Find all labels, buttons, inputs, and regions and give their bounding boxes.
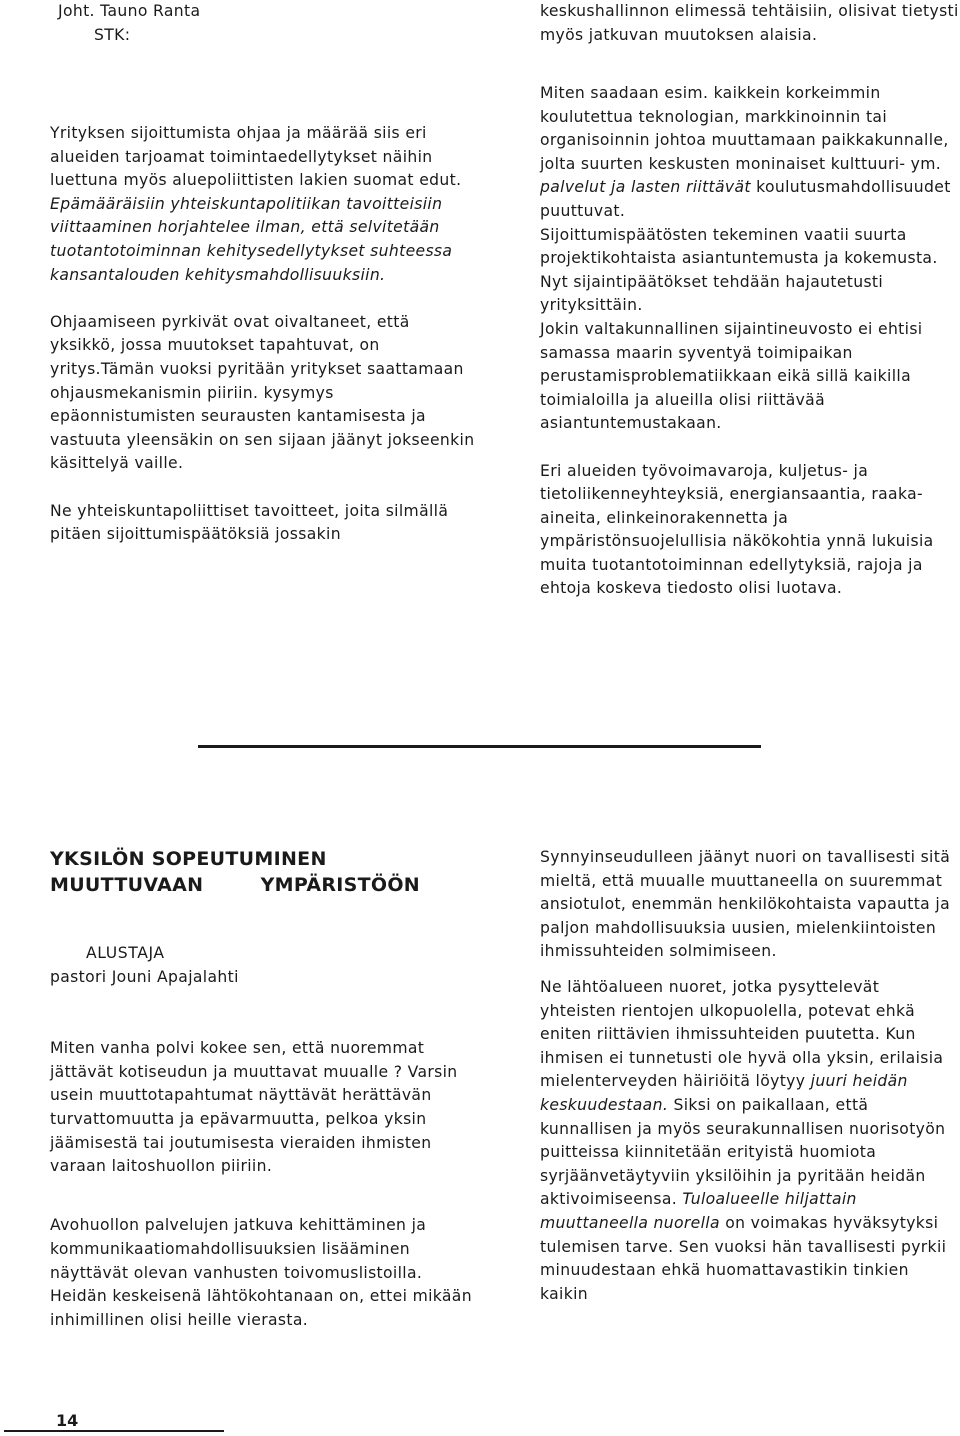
article-title-word: YMPÄRISTÖÖN bbox=[260, 874, 420, 896]
top-right-column bbox=[540, 82, 960, 601]
section-divider bbox=[198, 745, 761, 748]
text-run: Ne lähtöalueen nuoret, jotka pysyttelevät yhteisten rientojen ulkopuolella, potevat ehkä eniten riittävien ihmissuhteiden puutetta. Kun ihmisen ei tunnetusti ole hyvä olla yksin, erilaisia mielenterveyden häiriöitä löytyy bbox=[540, 977, 944, 1091]
paragraph: Jokin valtakunnallinen sijaintineuvosto ei ehtisi samassa maarin syventyä toimipaikan perustamisproblematiikkaan eikä sillä kaikilla toimialoilla ja alueilla olisi riittävää asiantuntemustakaan. bbox=[540, 319, 923, 433]
text-run: juuri heidän keskuudestaan. bbox=[540, 1072, 908, 1114]
text-run: Siksi on paikallaan, että kunnallisen ja myös seurakunnallisen nuorisotyön puitteissa kiinnitetään erityistä huomiota syrjäänvetäytyviin yksilöihin ja pyritään heidän aktivoimiseensa. bbox=[540, 1095, 946, 1209]
paragraph: Avohuollon palvelujen jatkuva kehittäminen ja kommunikaatiomahdollisuuksien lisääminen näyttävät olevan vanhusten toivomuslistoilla. Heidän keskeisenä lähtökohtanaan on, ettei mikään inhimillinen olisi heille vierasta. bbox=[50, 1216, 472, 1329]
text-run: palvelut ja lasten riittävät bbox=[540, 178, 751, 197]
paragraph bbox=[540, 224, 960, 318]
paragraph: Miten vanha polvi kokee sen, että nuoremmat jättävät kotiseudun ja muuttavat muualle ? Varsin usein muuttotapahtumat näyttävät herättävän turvattomuutta ja epävarmuutta, pelkoa yksin jäämisestä tai joutumisesta vieraiden ihmisten varaan laitoshuollon piiriin. bbox=[50, 1039, 458, 1176]
text-run: Miten saadaan esim. kaikkein korkeimmin koulutettua teknologian, markkinoinnin tai organisoinnin johtoa muuttamaan paikkakunnalle, jolta suurten keskusten moninaiset kulttuuri- ym. bbox=[540, 84, 949, 173]
article-title-line-1: YKSILÖN SOPEUTUMINEN bbox=[50, 848, 327, 870]
speaker-organization: STK: bbox=[94, 25, 131, 44]
text-run: Tuloalueelle hiljattain muuttaneella nuorella bbox=[540, 1190, 857, 1232]
presenter-name: pastori Jouni Apajalahti bbox=[50, 967, 239, 986]
text-run: Nyt sijaintipäätökset tehdään hajautetusti yrityksittäin. bbox=[540, 272, 884, 315]
paragraph: keskushallinnon elimessä tehtäisiin, olisivat tietysti myös jatkuvan muutoksen alaisia. bbox=[540, 2, 959, 44]
article-right-column bbox=[540, 846, 960, 1306]
text-run: on voimakas hyväksytyksi tulemisen tarve. Sen vuoksi hän tavallisesti pyrkii minuudestaan ehkä huomattavastikin tinkien kaikin bbox=[540, 1213, 947, 1303]
paragraph bbox=[50, 122, 480, 287]
top-left-column bbox=[50, 122, 480, 547]
text-run: Sijoittumispäätösten tekeminen vaatii suurta projektikohtaista asiantuntemusta ja kokemusta. bbox=[540, 225, 938, 268]
paragraph bbox=[540, 82, 960, 224]
speaker-header bbox=[58, 0, 478, 47]
text-run: Ohjaamiseen pyrkivät ovat oivaltaneet, että yksikkö, jossa muutokset tapahtuvat, on yritys. bbox=[50, 312, 410, 378]
footer-rule bbox=[4, 1430, 224, 1432]
top-right-column-start bbox=[540, 0, 960, 47]
paragraph: Synnyinseudulleen jäänyt nuori on tavallisesti sitä mieltä, että muualle muuttaneella on suuremmat ansiotulot, enemmän henkilökohtaista vapautta ja paljon mahdollisuuksia uusien, mielenkiintoisten ihmissuhteiden solmimiseen. bbox=[540, 848, 951, 961]
paragraph: Eri alueiden työvoimavaroja, kuljetus- ja tietoliikenneyhteyksiä, energiansaantia, raaka-aineita, elinkeinorakennetta ja ympäristönsuojelullisia näkökohtia ynnä lukuisia muita tuotantotoiminnan edellytyksiä, rajoja ja ehtoja koskeva tiedosto olisi luotava. bbox=[540, 461, 934, 598]
paragraph: Ne yhteiskuntapoliittiset tavoitteet, joita silmällä pitäen sijoittumispäätöksiä jossakin bbox=[50, 501, 449, 544]
text-run: koulutusmahdollisuudet puuttuvat. bbox=[540, 178, 951, 220]
page-number: 14 bbox=[56, 1411, 79, 1430]
article-title-word: MUUTTUVAAN bbox=[50, 874, 204, 896]
text-run: Tämän vuoksi pyritään yritykset saattamaan ohjausmekanismin piiriin. bbox=[50, 359, 464, 402]
text-run: Epämääräisiin yhteiskuntapolitiikan tavoitteisiin viittaaminen horjahtelee ilman, että selvitetään tuotantotoiminnan kehitysedellytykset suhteessa kansantalouden kehitysmahdollisuuksiin. bbox=[50, 194, 453, 284]
paragraph bbox=[540, 976, 960, 1306]
article-title-line-2 bbox=[50, 872, 420, 898]
speaker-name: Joht. Tauno Ranta bbox=[58, 2, 201, 20]
text-run: kysymys epäonnistumisten seurausten kantamisesta ja vastuuta yleensäkin on sen sijaan jäänyt jokseenkin käsittelyä vaille. bbox=[50, 383, 475, 473]
text-run: Yrityksen sijoittumista ohjaa ja määrää siis eri alueiden tarjoamat toimintaedellytykset näihin luettuna myös aluepoliittisten lakien suomat edut. bbox=[50, 124, 462, 190]
page-footer bbox=[0, 1412, 230, 1436]
paragraph bbox=[50, 311, 480, 476]
article-left-column bbox=[50, 846, 480, 1332]
presenter-role: ALUSTAJA bbox=[86, 944, 165, 962]
